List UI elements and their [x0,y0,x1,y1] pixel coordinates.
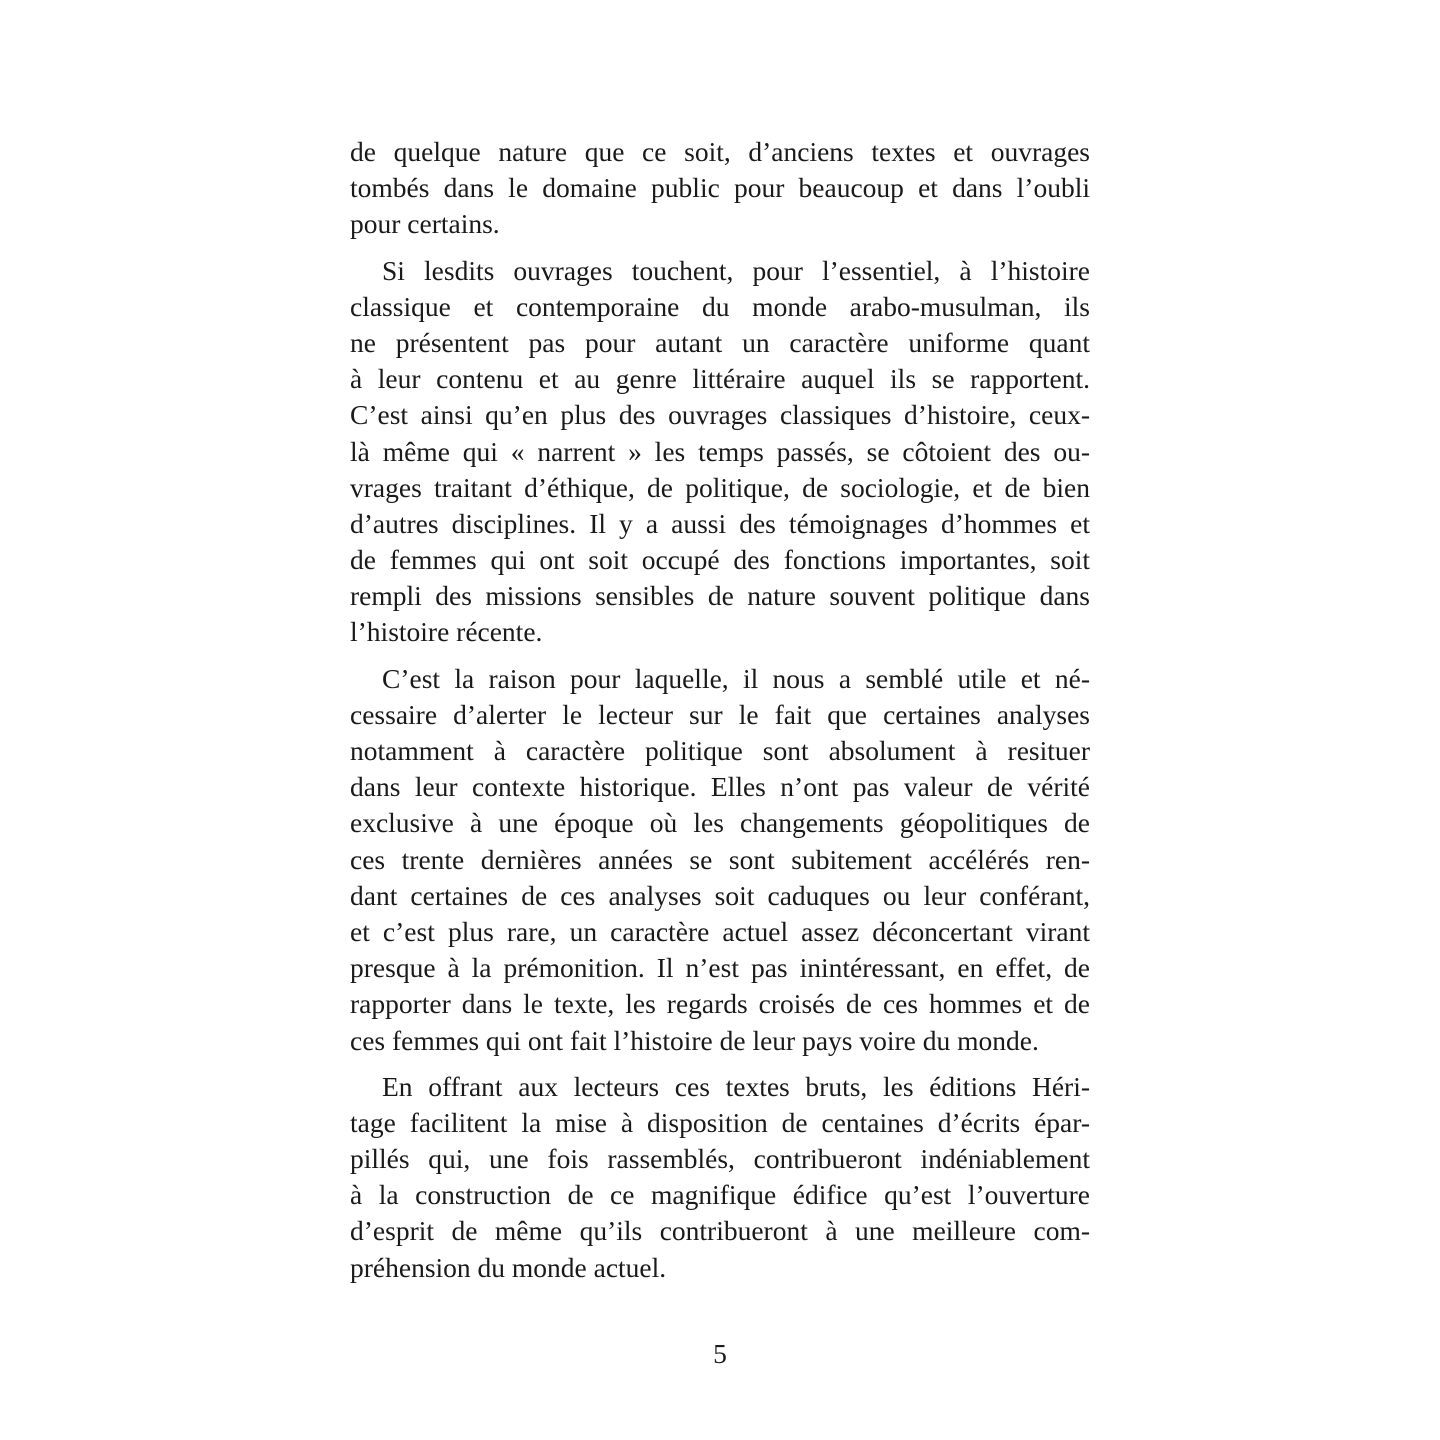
text-line: classique et contemporaine du monde arabo-musulman, ils [350,290,1090,322]
text-line: rapporter dans le texte, les regards croisés de ces hommes et de [350,988,1090,1020]
text-line: à la construction de ce magnifique édifice qu’est l’ouverture [350,1179,1090,1211]
text-line: l’histoire récente. [350,616,543,648]
text-line: ces femmes qui ont fait l’histoire de leur pays voire du monde. [350,1024,1039,1056]
text-line: pour certains. [350,208,500,240]
text-line: ces trente dernières années se sont subitement accélérés ren- [350,843,1090,875]
text-line: de quelque nature que ce soit, d’anciens textes et ouvrages [350,136,1090,167]
text-line: d’esprit de même qu’ils contribueront à une meilleure com- [350,1215,1090,1247]
text-line: exclusive à une époque où les changements géopolitiques de [350,807,1090,839]
text-line: tombés dans le domaine public pour beaucoup et dans l’oubli [350,172,1090,204]
text-line: C’est ainsi qu’en plus des ouvrages classiques d’histoire, ceux- [350,399,1090,431]
text-line: et c’est plus rare, un caractère actuel assez déconcertant virant [350,915,1090,947]
text-line: vrages traitant d’éthique, de politique, de sociologie, et de bien [350,471,1090,503]
page-number: 5 [713,1338,727,1369]
text-line: dant certaines de ces analyses soit caduques ou leur conférant, [350,879,1090,911]
paragraph-4 [350,1069,1090,1286]
text-line: préhension du monde actuel. [350,1251,667,1283]
text-line: presque à la prémonition. Il n’est pas inintéressant, en effet, de [350,952,1090,984]
text-line: tage facilitent la mise à disposition de centaines d’écrits épar- [350,1106,1090,1138]
text-line: d’autres disciplines. Il y a aussi des témoignages d’hommes et [350,507,1090,539]
paragraph-1 [350,134,1090,243]
paragraph-3 [350,661,1090,1059]
text-line: En offrant aux lecteurs ces textes bruts, les éditions Héri- [382,1070,1090,1102]
text-line: à leur contenu et au genre littéraire auquel ils se rapportent. [350,363,1090,395]
text-line: Si lesdits ouvrages touchent, pour l’essentiel, à l’histoire [382,254,1090,286]
body-text [350,134,1090,1286]
text-line: ne présentent pas pour autant un caractère uniforme quant [350,326,1090,358]
text-line: notamment à caractère politique sont absolument à resituer [350,735,1090,766]
text-line: dans leur contexte historique. Elles n’ont pas valeur de vérité [350,771,1090,803]
text-line: de femmes qui ont soit occupé des fonctions importantes, soit [350,544,1090,576]
text-line: cessaire d’alerter le lecteur sur le fait que certaines analyses [350,698,1090,730]
text-line: rempli des missions sensibles de nature souvent politique dans [350,580,1090,612]
text-line: là même qui « narrent » les temps passés, se côtoient des ou- [350,435,1090,467]
text-line: C’est la raison pour laquelle, il nous a semblé utile et né- [382,662,1090,694]
paragraph-2 [350,253,1090,651]
text-line: pillés qui, une fois rassemblés, contribueront indéniablement [350,1143,1090,1175]
